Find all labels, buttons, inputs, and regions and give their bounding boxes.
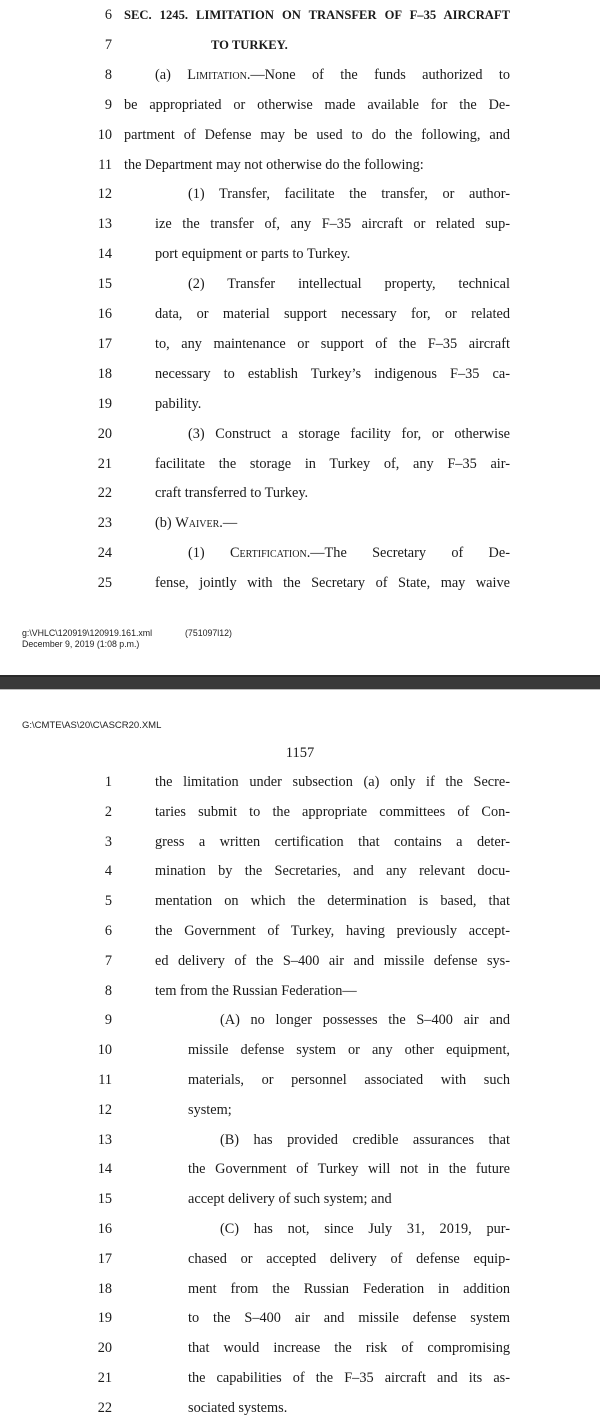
text-run: ed delivery of the S–400 air and missile defense sys- — [155, 952, 510, 969]
text-run: mination by the Secretaries, and any relevant docu- — [155, 863, 510, 880]
bill-line — [0, 1008, 600, 1032]
line-text — [220, 1217, 510, 1241]
line-text — [155, 830, 510, 854]
line-text — [188, 182, 510, 206]
line-number: 10 — [97, 126, 112, 143]
bill-line — [0, 1068, 600, 1092]
footer-file-path — [22, 628, 232, 638]
line-text — [155, 919, 510, 943]
text-run: (B) has provided credible assurances that — [220, 1131, 510, 1148]
bill-line — [0, 3, 600, 27]
text-run: chased or accepted delivery of defense equip- — [188, 1250, 510, 1267]
bill-line — [0, 800, 600, 824]
line-number: 7 — [104, 952, 112, 969]
text-run: (1) Transfer, facilitate the transfer, or author- — [188, 186, 510, 203]
line-number: 1 — [104, 774, 112, 790]
line-number: 17 — [97, 335, 112, 352]
line-text — [188, 272, 510, 296]
text-run: pability. — [155, 395, 202, 412]
document-page-1 — [0, 0, 600, 675]
text-run: be appropriated or otherwise made available for the De- — [124, 96, 510, 113]
subsection-heading: Limitation — [187, 66, 247, 83]
page-separator — [0, 675, 600, 690]
text-run: accept delivery of such system; and — [188, 1191, 392, 1208]
line-text — [155, 392, 510, 416]
line-number: 11 — [98, 1072, 112, 1088]
text-run: .—None of the funds authorized to — [246, 66, 510, 83]
subsection-heading: Waiver — [175, 515, 220, 532]
line-number: 9 — [104, 96, 112, 113]
text-run: system; — [188, 1101, 232, 1118]
line-number: 14 — [97, 1161, 112, 1178]
bill-line — [0, 1217, 600, 1241]
line-number: 8 — [104, 982, 112, 999]
page-number: 1157 — [285, 745, 315, 761]
text-run: materials, or personnel associated with such — [188, 1072, 510, 1088]
bill-line — [0, 212, 600, 236]
bill-line — [0, 830, 600, 854]
line-text — [124, 3, 510, 27]
bill-line — [0, 949, 600, 973]
line-number: 22 — [97, 1399, 112, 1416]
line-number: 20 — [97, 1340, 112, 1357]
line-number: 15 — [97, 276, 112, 293]
line-text — [124, 123, 510, 147]
line-text — [155, 63, 510, 87]
text-run: (3) Construct a storage facility for, or otherwise — [188, 425, 510, 442]
line-text — [155, 332, 510, 356]
line-text — [155, 800, 510, 824]
line-text — [155, 452, 510, 476]
text-run: fense, jointly with the Secretary of State, may waive — [155, 575, 510, 592]
line-text — [155, 889, 510, 913]
line-number: 20 — [97, 425, 112, 442]
bill-line — [0, 182, 600, 206]
text-run: necessary to establish Turkey’s indigenous F–35 ca- — [155, 365, 510, 382]
text-run: (b) — [155, 515, 176, 532]
bill-line — [0, 123, 600, 147]
bill-line — [0, 422, 600, 446]
text-run: (2) Transfer intellectual property, technical — [188, 276, 510, 293]
bill-line — [0, 889, 600, 913]
text-run: .—The Secretary of De- — [306, 545, 510, 562]
bill-line — [0, 571, 600, 595]
line-text — [220, 1008, 510, 1032]
text-run: (C) has not, since July 31, 2019, pur- — [220, 1221, 510, 1237]
bill-line — [0, 919, 600, 943]
text-run: (A) no longer possesses the S–400 air and — [220, 1012, 510, 1029]
line-text — [188, 1098, 510, 1122]
text-run: the limitation under subsection (a) only if the Secre- — [155, 774, 510, 790]
line-number: 11 — [98, 156, 112, 173]
text-run: to, any maintenance or support of the F–35 aircraft — [155, 335, 510, 352]
line-text — [155, 362, 510, 386]
line-number: 22 — [97, 485, 112, 502]
line-text — [220, 1128, 510, 1152]
line-text — [188, 541, 510, 565]
bill-line — [0, 511, 600, 535]
line-number: 9 — [104, 1012, 112, 1029]
text-run: taries submit to the appropriate committees of Con- — [155, 803, 510, 820]
line-number: 16 — [97, 306, 112, 322]
line-text — [188, 1187, 510, 1211]
line-text — [155, 242, 510, 266]
line-text — [155, 212, 510, 236]
text-run: partment of Defense may be used to do the following, and — [124, 126, 510, 143]
page-header-path: G:\CMTE\AS\20\C\ASCR20.XML — [22, 720, 162, 731]
line-text — [155, 511, 510, 535]
bill-line — [0, 541, 600, 565]
line-number: 4 — [104, 863, 112, 880]
line-text — [124, 153, 510, 177]
bill-line — [0, 1128, 600, 1152]
bill-line — [0, 392, 600, 416]
text-run: .— — [219, 515, 238, 532]
bill-line — [0, 1366, 600, 1390]
bill-line — [0, 1306, 600, 1330]
line-number: 13 — [97, 1131, 112, 1148]
line-text — [188, 1396, 510, 1420]
line-text — [188, 1336, 510, 1360]
text-run: to the S–400 air and missile defense system — [188, 1310, 510, 1327]
bill-line — [0, 1277, 600, 1301]
document-page-2 — [0, 690, 600, 1417]
line-number: 7 — [104, 36, 112, 53]
footer-id: (751097l12) — [185, 628, 232, 638]
text-run: missile defense system or any other equipment, — [188, 1042, 510, 1059]
text-run: facilitate the storage in Turkey of, any F–35 air- — [155, 455, 510, 472]
text-run: ize the transfer of, any F–35 aircraft or related sup- — [155, 216, 510, 233]
line-text — [124, 93, 510, 117]
line-number: 24 — [97, 545, 112, 562]
line-text — [188, 1306, 510, 1330]
line-number: 25 — [97, 575, 112, 592]
line-text — [155, 949, 510, 973]
text-run: sociated systems. — [188, 1399, 288, 1416]
line-number: 21 — [97, 455, 112, 472]
bill-line — [0, 481, 600, 505]
text-run: mentation on which the determination is based, that — [155, 893, 510, 910]
text-run: the Government of Turkey will not in the future — [188, 1161, 510, 1178]
line-text — [155, 571, 510, 595]
line-text — [188, 1366, 510, 1390]
text-run: data, or material support necessary for, or related — [155, 306, 510, 322]
line-number: 14 — [97, 246, 112, 263]
bill-line — [0, 1187, 600, 1211]
bill-line — [0, 1157, 600, 1181]
line-number: 3 — [104, 833, 112, 850]
line-text — [155, 481, 510, 505]
bill-line — [0, 770, 600, 794]
line-number: 21 — [97, 1370, 112, 1386]
line-text — [155, 302, 510, 326]
line-number: 18 — [97, 1280, 112, 1297]
bill-line — [0, 859, 600, 883]
text-run: the Government of Turkey, having previously accept- — [155, 923, 510, 939]
bill-line — [0, 1098, 600, 1122]
text-run: (1) — [188, 545, 230, 562]
bill-line — [0, 1396, 600, 1420]
bill-line — [0, 332, 600, 356]
line-text — [188, 1068, 510, 1092]
text-run: TO TURKEY. — [211, 37, 288, 52]
line-number: 12 — [97, 1101, 112, 1118]
line-text — [188, 422, 510, 446]
text-run: tem from the Russian Federation— — [155, 982, 357, 999]
line-number: 19 — [97, 1310, 112, 1327]
line-number: 13 — [97, 216, 112, 233]
text-run: SEC. 1245. LIMITATION ON TRANSFER OF F–35 AIRCRAFT — [124, 8, 510, 22]
bill-line — [0, 362, 600, 386]
text-run: (a) — [155, 66, 188, 83]
line-text — [155, 979, 510, 1003]
bill-line — [0, 242, 600, 266]
bill-line — [0, 1336, 600, 1360]
footer-date: December 9, 2019 (1:08 p.m.) — [22, 639, 140, 649]
text-run: gress a written certification that contains a deter- — [155, 833, 510, 850]
bill-line — [0, 1038, 600, 1062]
line-text — [188, 1247, 510, 1271]
bill-line — [0, 302, 600, 326]
footer-path: g:\VHLC\120919\120919.161.xml — [22, 628, 153, 638]
line-text — [188, 1038, 510, 1062]
line-text — [155, 770, 510, 794]
bill-line — [0, 153, 600, 177]
bill-line — [0, 452, 600, 476]
line-number: 10 — [97, 1042, 112, 1059]
line-number: 6 — [104, 7, 112, 23]
bill-line — [0, 93, 600, 117]
text-run: that would increase the risk of compromising — [188, 1340, 510, 1357]
text-run: craft transferred to Turkey. — [155, 485, 309, 502]
line-number: 6 — [104, 923, 112, 939]
bill-line — [0, 33, 600, 57]
line-number: 15 — [97, 1191, 112, 1208]
text-run: port equipment or parts to Turkey. — [155, 246, 351, 263]
bill-line — [0, 272, 600, 296]
line-number: 16 — [97, 1221, 112, 1237]
line-number: 17 — [97, 1250, 112, 1267]
line-text — [188, 1277, 510, 1301]
line-text — [211, 33, 510, 57]
line-number: 2 — [104, 803, 112, 820]
bill-line — [0, 1247, 600, 1271]
line-number: 18 — [97, 365, 112, 382]
line-number: 8 — [104, 66, 112, 83]
line-text — [188, 1157, 510, 1181]
line-number: 5 — [104, 893, 112, 910]
line-text — [155, 859, 510, 883]
text-run: the Department may not otherwise do the following: — [124, 156, 424, 173]
line-number: 12 — [97, 186, 112, 203]
text-run: the capabilities of the F–35 aircraft and its as- — [188, 1370, 510, 1386]
line-number: 23 — [97, 515, 112, 532]
bill-line — [0, 979, 600, 1003]
subsection-heading: Certification — [229, 545, 307, 562]
bill-line — [0, 63, 600, 87]
line-number: 19 — [97, 395, 112, 412]
text-run: ment from the Russian Federation in addition — [188, 1280, 510, 1297]
